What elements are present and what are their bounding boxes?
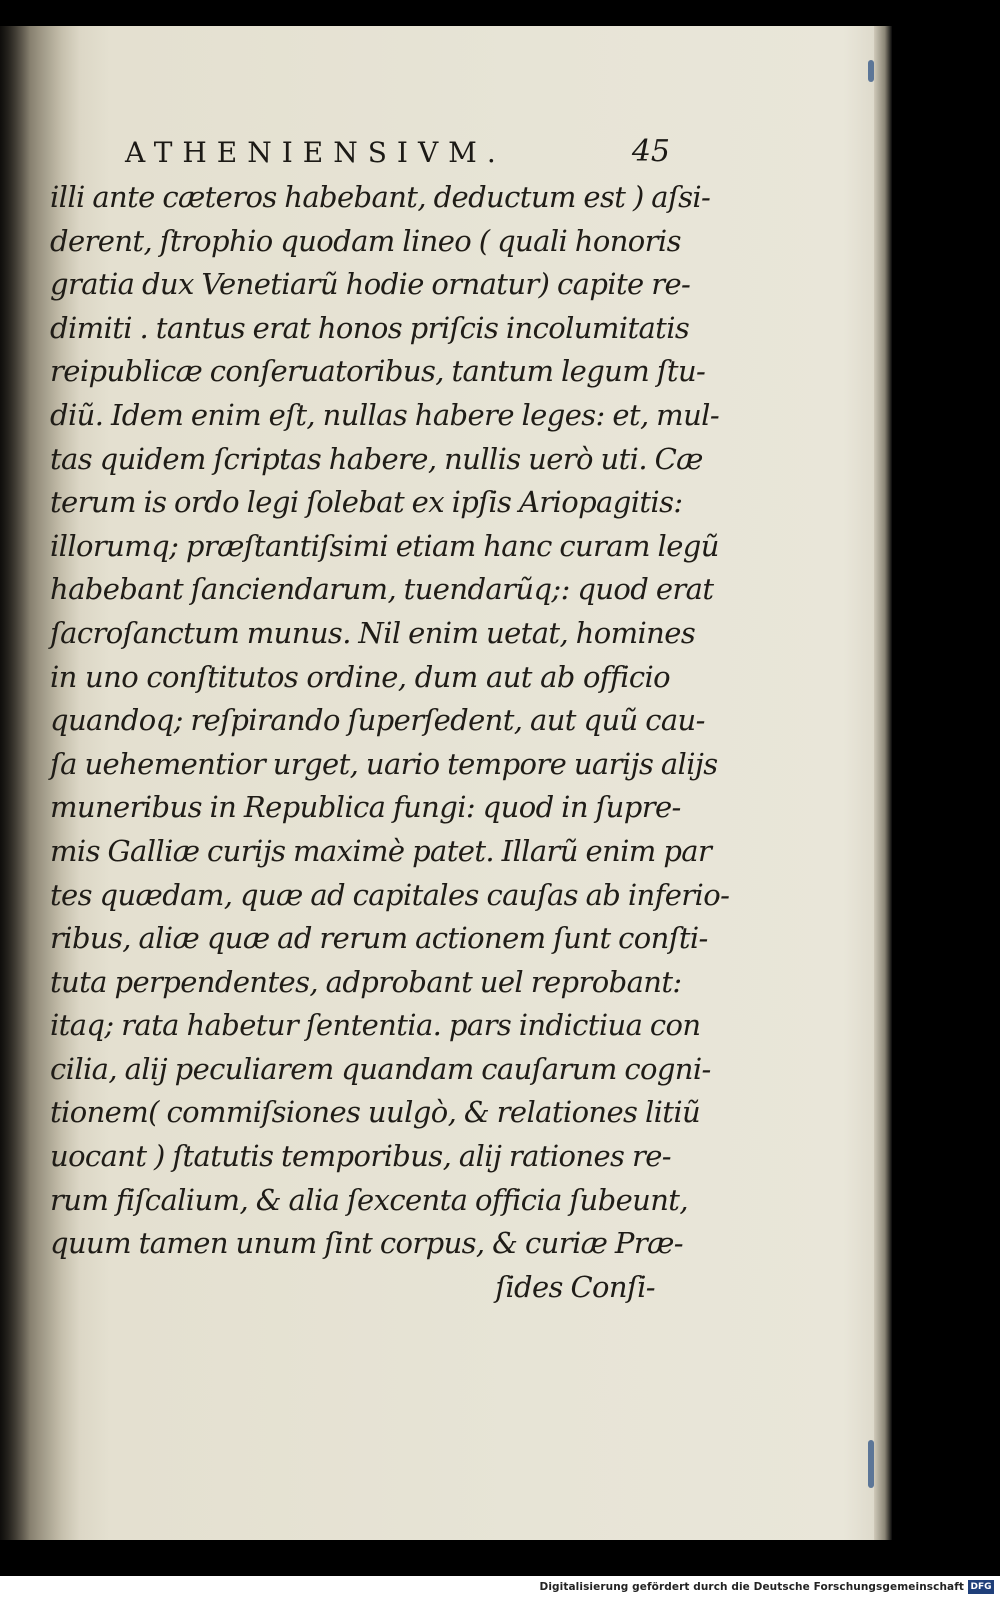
text-line: rum fiſcalium, & alia ſexcenta officia ſubeunt,: [50, 1182, 688, 1217]
text-line: quum tamen unum ſint corpus, & curiæ Præ-: [50, 1226, 683, 1261]
funding-credit: Digitalisierung gefördert durch die Deutsche Forschungsgemeinschaft: [539, 1581, 964, 1593]
edge-mark: [868, 60, 874, 82]
gutter-shadow: [0, 26, 30, 1540]
text-line: muneribus in Republica fungi: quod in ſupre-: [50, 790, 681, 825]
text-line: derent, ſtrophio quodam lineo ( quali honoris: [50, 223, 681, 258]
text-line: dimiti . tantus erat honos priſcis incolumitatis: [50, 310, 690, 345]
dfg-logo-icon: DFG: [968, 1580, 994, 1594]
text-line: ribus, aliæ quæ ad rerum actionem ſunt conſti-: [50, 921, 708, 956]
text-line: gratia dux Venetiarũ hodie ornatur) capite re-: [50, 267, 691, 302]
text-line: tes quædam, quæ ad capitales cauſas ab inferio-: [50, 877, 730, 912]
body-text: [50, 176, 730, 1309]
text-line: itaq; rata habetur ſententia. pars indictiua con: [50, 1008, 701, 1043]
text-line: terum is ordo legi ſolebat ex ipſis Ariopagitis:: [50, 485, 683, 520]
text-line: habebant ſanciendarum, tuendarũq;: quod erat: [50, 572, 714, 607]
text-line: illi ante cæteros habebant, deductum est ) aſsi-: [50, 180, 711, 214]
text-line: tionem( commiſsiones uulgò, & relationes litiũ: [50, 1095, 701, 1130]
text-line: ſacroſanctum munus. Nil enim uetat, homines: [50, 615, 696, 650]
page-header: [125, 136, 670, 176]
text-line: illorumq; præſtantiſsimi etiam hanc curam legũ: [50, 528, 719, 563]
catchword: ſides Conſi-: [495, 1269, 655, 1304]
text-line: uocant ) ſtatutis temporibus, alij rationes re-: [50, 1139, 671, 1174]
page-number: 45: [631, 134, 670, 169]
running-head: ATHENIENSIVM.: [125, 136, 506, 169]
text-line: quandoq; reſpirando ſuperſedent, aut quũ cau-: [50, 703, 705, 738]
text-line: diũ. Idem enim eſt, nullas habere leges: et, mul-: [50, 397, 720, 432]
text-line: ſa uehementior urget, uario tempore uarijs alijs: [50, 746, 718, 781]
footer-bar: [0, 1576, 1000, 1600]
text-line: in uno conſtitutos ordine, dum aut ab officio: [50, 659, 670, 694]
text-line: tuta perpendentes, adprobant uel reprobant:: [50, 964, 682, 999]
text-line: reipublicæ conſeruatoribus, tantum legum ſtu-: [50, 354, 706, 389]
text-line: mis Galliæ curijs maximè patet. Illarũ enim par: [50, 833, 712, 868]
text-line: cilia, alij peculiarem quandam cauſarum cogni-: [50, 1051, 711, 1086]
page-edge: [874, 26, 892, 1540]
edge-mark: [868, 1440, 874, 1488]
text-line: tas quidem ſcriptas habere, nullis uerò uti. Cæ: [50, 441, 703, 476]
